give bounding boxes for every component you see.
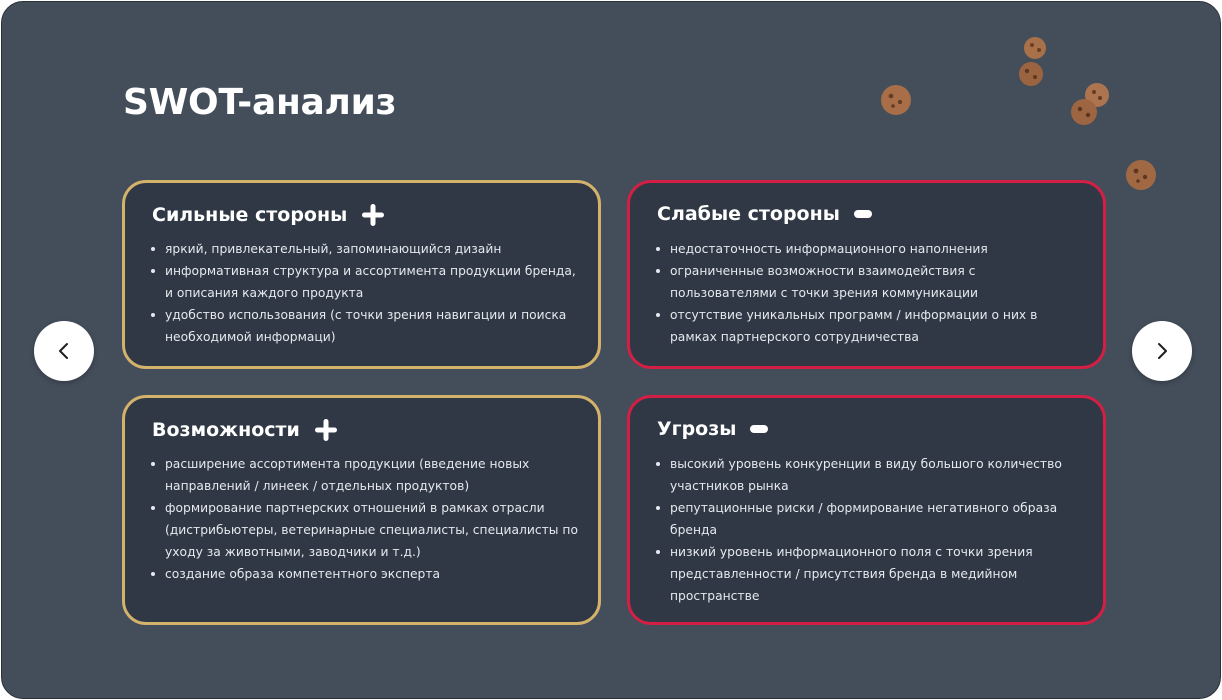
threats-header — [657, 418, 768, 440]
list-item: яркий, привлекательный, запоминающийся дизайн — [149, 238, 578, 260]
opportunities-card — [122, 395, 601, 625]
opportunities-list — [149, 453, 578, 585]
weaknesses-card — [627, 180, 1106, 369]
kibble-decoration-icon — [1066, 78, 1114, 130]
list-item: низкий уровень информационного поля с точки зрения представленности / присутствия бренда в медийном пространстве — [654, 541, 1083, 607]
list-item: создание образа компетентного эксперта — [149, 563, 578, 585]
strengths-list — [149, 238, 578, 348]
list-item: расширение ассортимента продукции (введение новых направлений / линеек / отдельных продуктов) — [149, 453, 578, 497]
threats-title: Угрозы — [657, 418, 737, 440]
kibble-decoration-icon — [1012, 34, 1057, 92]
next-slide-button[interactable] — [1132, 321, 1192, 381]
kibble-decoration-icon — [878, 82, 914, 118]
weaknesses-title: Слабые стороны — [657, 203, 840, 225]
list-item: информативная структура и ассортимента продукции бренда, и описания каждого продукта — [149, 260, 578, 304]
minus-icon — [854, 210, 872, 218]
threats-list — [654, 453, 1083, 607]
strengths-header — [152, 203, 385, 227]
strengths-card — [122, 180, 601, 369]
chevron-right-icon — [1152, 341, 1172, 361]
page-title: SWOT-анализ — [123, 82, 397, 123]
chevron-left-icon — [54, 341, 74, 361]
list-item: недостаточность информационного наполнения — [654, 238, 1083, 260]
plus-icon — [361, 203, 385, 227]
list-item: отсутствие уникальных программ / информации о них в рамках партнерского сотрудничества — [654, 304, 1083, 348]
strengths-title: Сильные стороны — [152, 204, 348, 226]
plus-icon — [314, 418, 338, 442]
weaknesses-header — [657, 203, 872, 225]
list-item: ограниченные возможности взаимодействия с пользователями с точки зрения коммуникации — [654, 260, 1083, 304]
slide — [1, 1, 1221, 699]
list-item: репутационные риски / формирование негативного образа бренда — [654, 497, 1083, 541]
list-item: формирование партнерских отношений в рамках отрасли (дистрибьютеры, ветеринарные специалисты, специалисты по уходу за животными, заводчики и т.д.) — [149, 497, 578, 563]
opportunities-title: Возможности — [152, 419, 300, 441]
opportunities-header — [152, 418, 338, 442]
threats-card — [627, 395, 1106, 625]
list-item: высокий уровень конкуренции в виду большого количество участников рынка — [654, 453, 1083, 497]
kibble-decoration-icon — [1122, 156, 1160, 194]
minus-icon — [750, 425, 768, 433]
list-item: удобство использования (с точки зрения навигации и поиска необходимой информаци) — [149, 304, 578, 348]
prev-slide-button[interactable] — [34, 321, 94, 381]
weaknesses-list — [654, 238, 1083, 348]
